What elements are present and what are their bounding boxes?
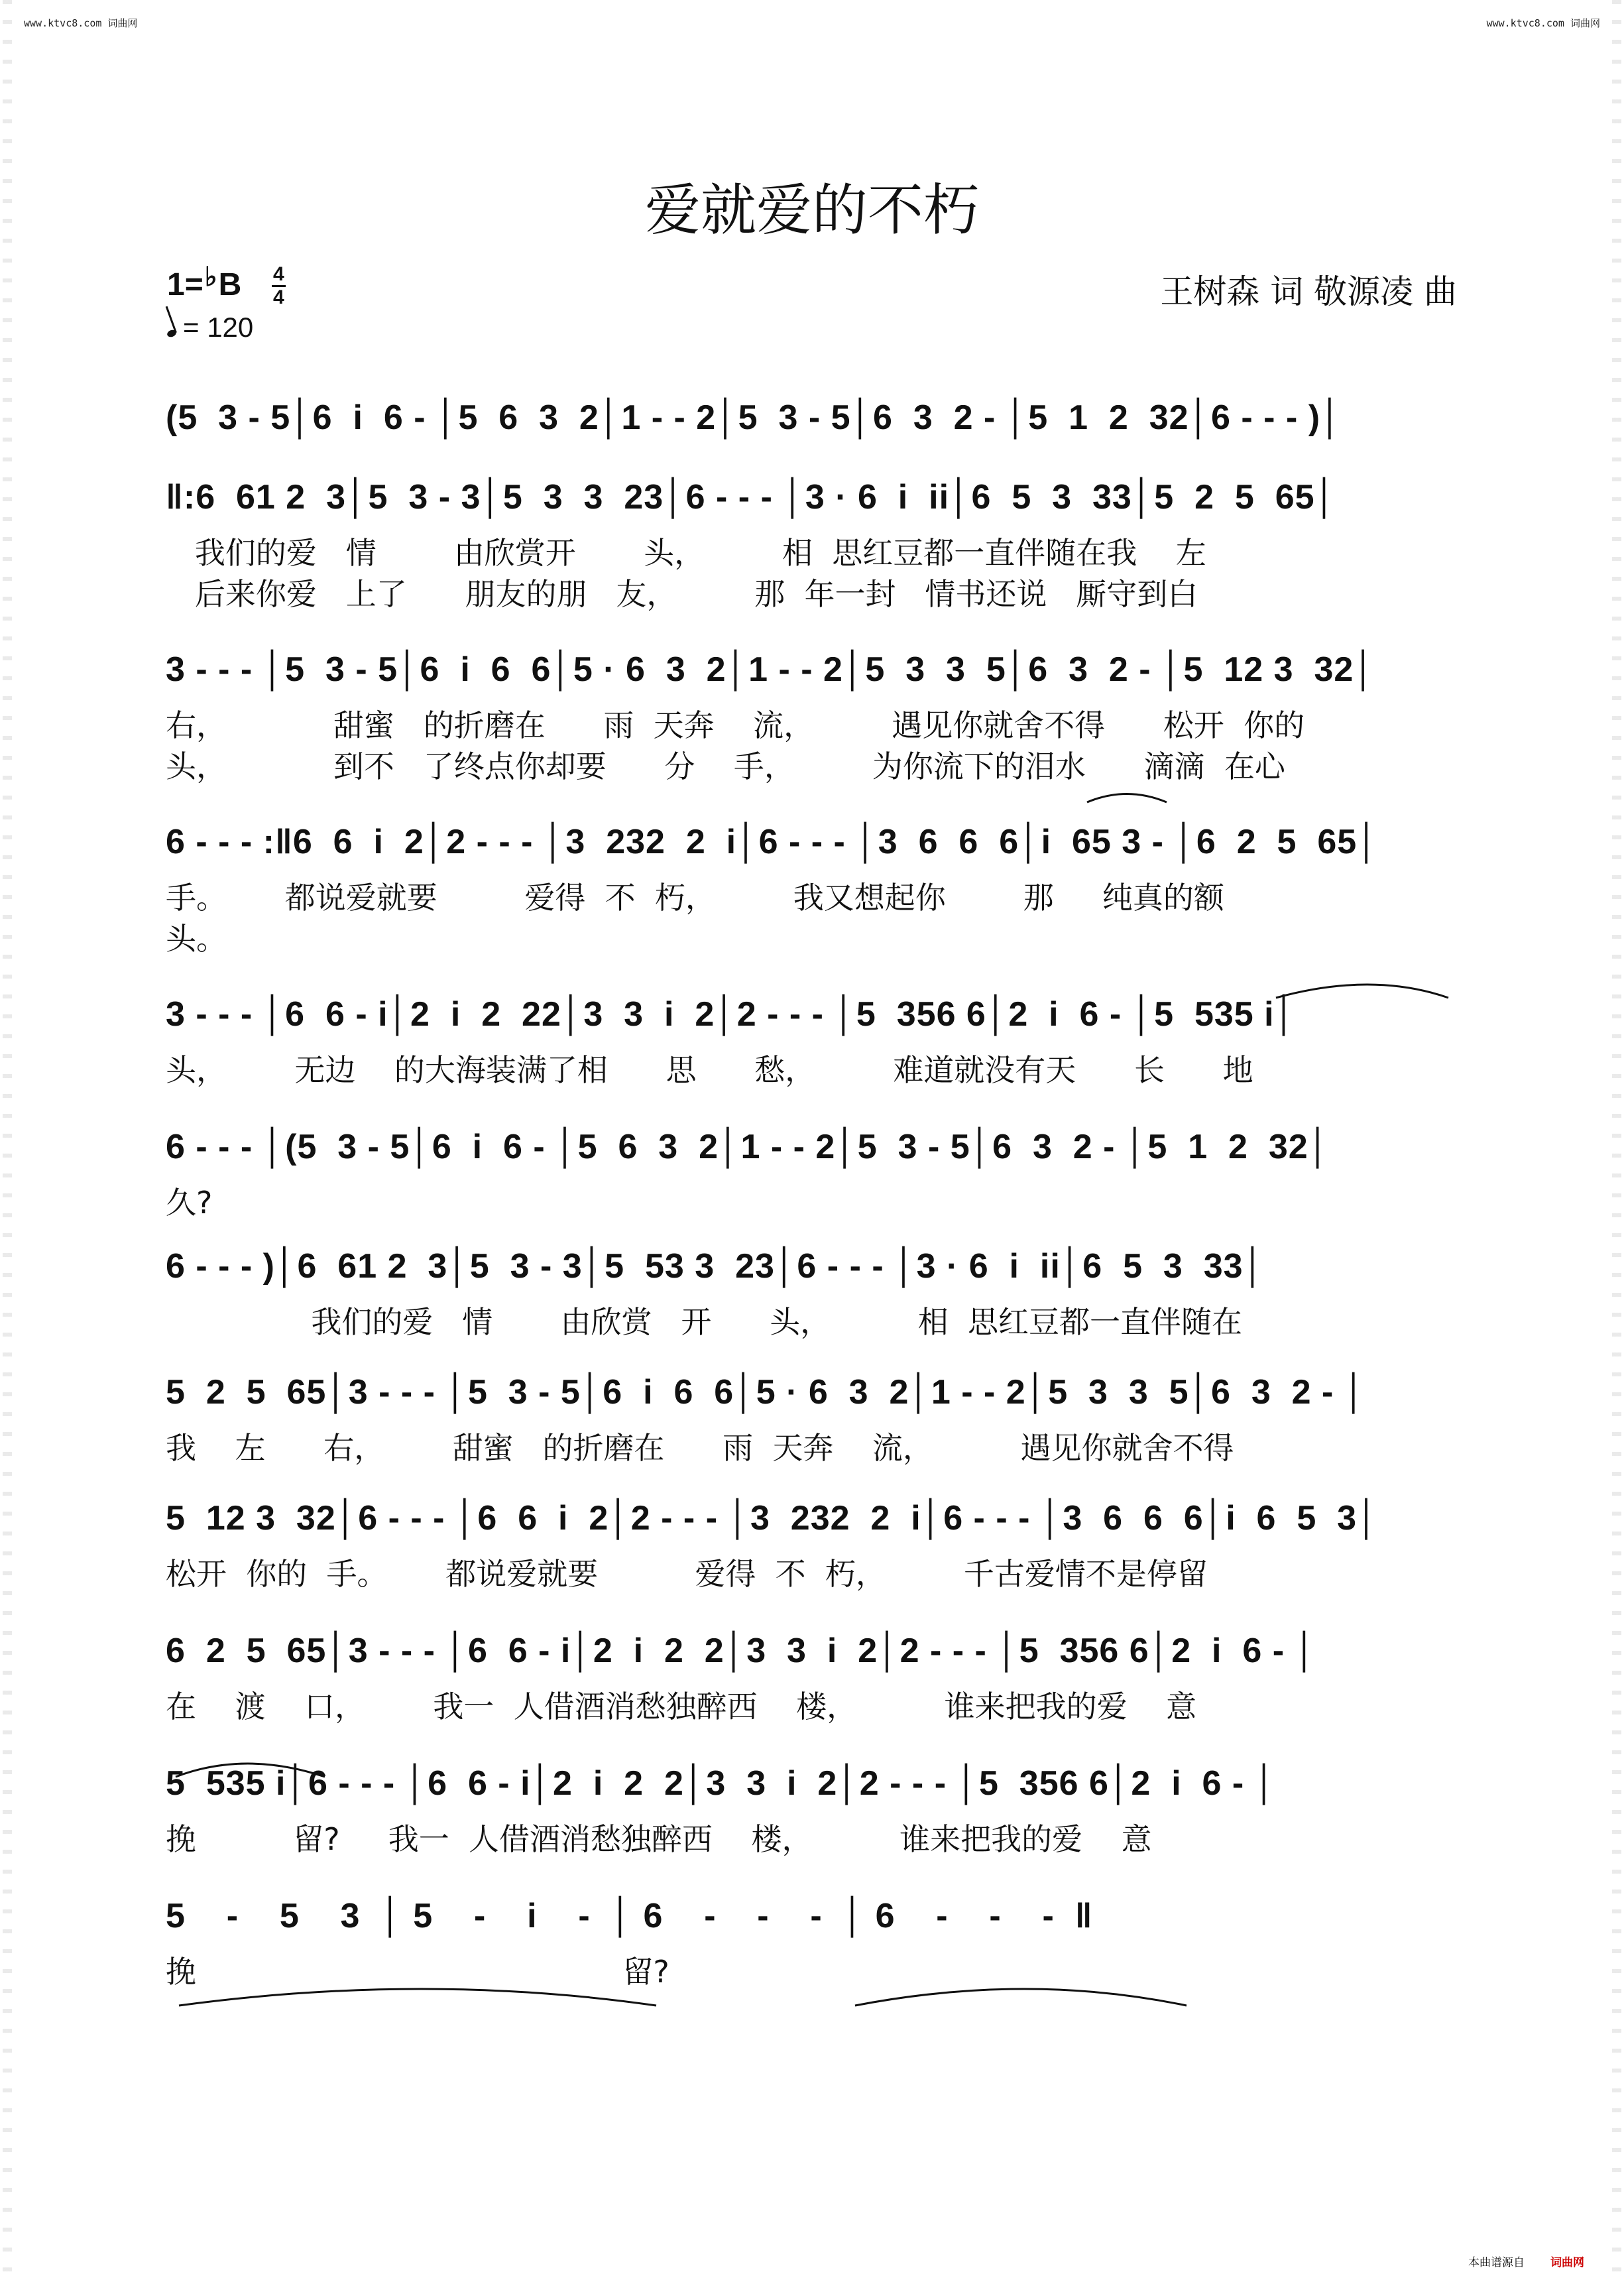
lyric-line: 挽 留? xyxy=(166,1954,669,1990)
music-line: 5 - 5 3 │ 5 - i - │ 6 - - - │ 6 - - - ‖ xyxy=(166,1897,1093,1935)
music-line: 6 - - - :‖6 6 i 2│2 - - - │3 232 2 i│6 - - - │3 6 6 6│i 65 3 - │6 2 5 65│ xyxy=(166,823,1379,861)
lyric-line: 头。 xyxy=(166,921,227,957)
lyric-line: 挽 留? 我一 人借酒消愁独醉西 楼， 谁来把我的爱 意 xyxy=(166,1821,1152,1857)
music-line: 3 - - - │6 6 - i│2 i 2 22│3 3 i 2│2 - - - │5 356 6│2 i 6 - │5 535 i│ xyxy=(166,995,1297,1034)
music-line: 6 2 5 65│3 - - - │6 6 - i│2 i 2 2│3 3 i 2│2 - - - │5 356 6│2 i 6 - │ xyxy=(166,1632,1318,1670)
time-bottom: 4 xyxy=(273,286,284,308)
lyric-line: 头， 到不 了终点你却要 分 手， 为你流下的泪水 滴滴 在心 xyxy=(166,749,1285,784)
music-line: 6 - - - )│6 61 2 3│5 3 - 3│5 53 3 23│6 - - - │3 · 6 i ii│6 5 3 33│ xyxy=(166,1247,1266,1286)
lyric-line: 我们的爱 情 由欣赏 开 头， 相 思红豆都一直伴随在 xyxy=(166,1304,1242,1340)
key-prefix: 1= xyxy=(167,267,203,302)
lyric-line: 我 左 右， 甜蜜 的折磨在 雨 天奔 流， 遇见你就舍不得 xyxy=(166,1430,1234,1466)
music-line: 5 535 i│6 - - - │6 6 - i│2 i 2 2│3 3 i 2│2 - - - │5 356 6│2 i 6 - │ xyxy=(166,1764,1277,1803)
music-line: ‖:6 61 2 3│5 3 - 3│5 3 3 23│6 - - - │3 · 6 i ii│6 5 3 33│5 2 5 65│ xyxy=(166,478,1338,516)
site-watermark-right: www.ktvc8.com 词曲网 xyxy=(1486,17,1600,29)
site-watermark-left: www.ktvc8.com 词曲网 xyxy=(24,17,138,29)
lyric-line: 松开 你的 手。 都说爱就要 爱得 不 朽， 千古爱情不是停留 xyxy=(166,1556,1208,1592)
music-line: 6 - - - │(5 3 - 5│6 i 6 - │5 6 3 2│1 - - 2│5 3 - 5│6 3 2 - │5 1 2 32│ xyxy=(166,1128,1331,1166)
source-note: 本曲谱源自 xyxy=(1468,2256,1525,2269)
time-top: 4 xyxy=(272,264,286,287)
tie-arc xyxy=(855,1989,1187,2006)
tie-arc xyxy=(1276,985,1448,998)
lyric-line: 在 渡 口， 我一 人借酒消愁独醉西 楼， 谁来把我的爱 意 xyxy=(166,1689,1197,1724)
flat-symbol: ♭ xyxy=(204,263,217,292)
tempo-value: = 120 xyxy=(183,312,254,343)
tie-arc xyxy=(1087,794,1167,803)
lyric-line: 手。 都说爱就要 爱得 不 朽， 我又想起你 那 纯真的额 xyxy=(166,880,1224,916)
tie-arc xyxy=(176,1764,325,1777)
music-line: (5 3 - 5│6 i 6 - │5 6 3 2│1 - - 2│5 3 - 5│6 3 2 - │5 1 2 32│6 - - - )│ xyxy=(166,398,1343,437)
source-site: 词曲网 xyxy=(1550,2256,1584,2269)
music-line: 3 - - - │5 3 - 5│6 i 6 6│5 · 6 3 2│1 - - 2│5 3 3 5│6 3 2 - │5 12 3 32│ xyxy=(166,650,1376,689)
music-line: 5 2 5 65│3 - - - │5 3 - 5│6 i 6 6│5 · 6 3 2│1 - - 2│5 3 3 5│6 3 2 - │ xyxy=(166,1373,1367,1412)
song-title: 爱就爱的不朽 xyxy=(644,178,979,243)
lyric-line: 右， 甜蜜 的折磨在 雨 天奔 流， 遇见你就舍不得 松开 你的 xyxy=(166,707,1305,743)
lyric-line: 我们的爱 情 由欣赏开 头， 相 思红豆都一直伴随在我 左 xyxy=(166,535,1206,571)
lyric-line: 久? xyxy=(166,1185,213,1221)
credits: 王树森 词 敬源凌 曲 xyxy=(1160,272,1457,311)
lyric-line: 头， 无边 的大海装满了相 思 愁， 难道就没有天 长 地 xyxy=(166,1052,1253,1088)
music-line: 5 12 3 32│6 - - - │6 6 i 2│2 - - - │3 232 2 i│6 - - - │3 6 6 6│i 6 5 3│ xyxy=(166,1499,1379,1537)
lyric-line: 后来你爱 上了 朋友的朋 友， 那 年一封 情书还说 厮守到白 xyxy=(166,576,1198,612)
key-note: B xyxy=(218,267,242,302)
tie-arc xyxy=(179,1989,656,2006)
